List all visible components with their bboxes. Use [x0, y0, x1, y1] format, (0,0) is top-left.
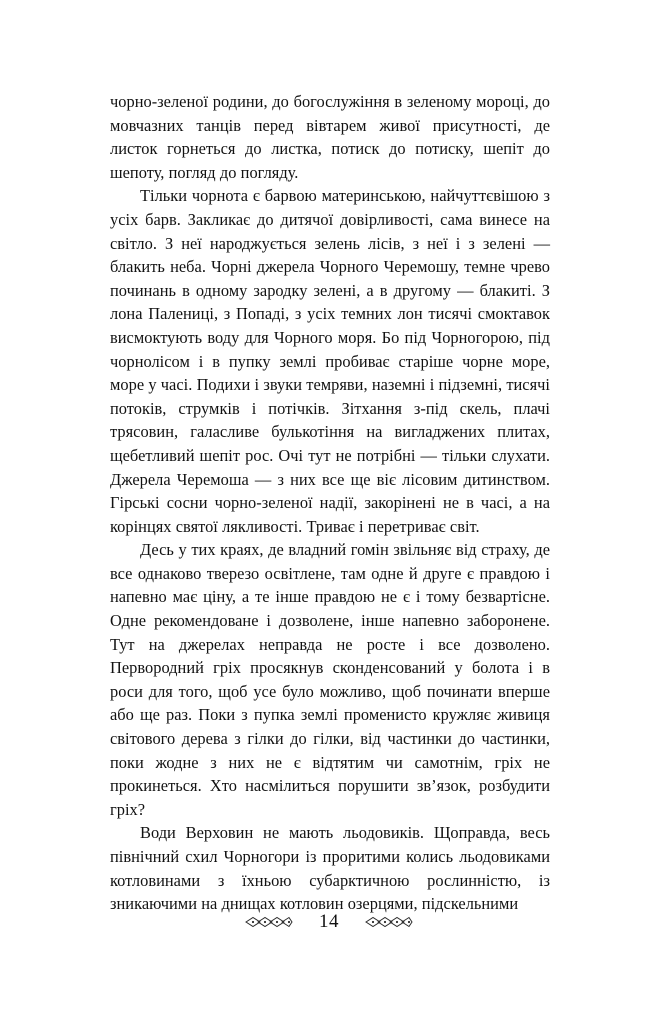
paragraph-2: Тільки чорнота є барвою материнською, найчуттєвішою з усіх барв. Закликає до дитячої довірливості, сама винесе на світло. З неї народжується зелень лісів, з неї і з зелені — блакить неба. Чорні джерела Чорного Черемошу, темне чрево починань в одному зародку зелені, а в другому — блакиті. З лона Палениці, з Попаді, з усіх темних лон тисячі смоктавок висмоктують воду для Чорного моря. Бо під Чорногорою, під чорнолісом і в пупку землі пробиває старіше чорне море, море у часі. Подихи і звуки темряви, наземні і підземні, тисячі потоків, струмків і потічків. Зітхання з-під скель, плачі трясовин, галасливе булькотіння на вигладжених плитах, щебетливий шепіт рос. Очі тут не потрібні — тільки слухати. Джерела Черемоша — з них все ще віє лісовим дитинством. Гірські сосни чорно-зеленої надії, закорінені не в часі, а на корінцях святої лякливості. Триває і перетриває світ. — [110, 186, 550, 536]
paragraph-4: Води Верховин не мають льодовиків. Щоправда, весь північний схил Чорногори із проритими колись льодовиками котловинами з їхньою субарктичною рослинністю, із зникаючими на днищах котловин озерцями, підскельними — [110, 823, 550, 914]
page-number: 14 — [319, 911, 339, 932]
paragraph-1: чорно-зеленої родини, до богослужіння в зеленому мороці, до мовчазних танців перед вівтарем живої присутності, де листок горнеться до листка, потиск до потиску, шепіт до шепоту, погляд до погляду. — [110, 92, 550, 182]
diamond-chain-ornament-right — [365, 916, 413, 928]
paragraph-3: Десь у тих краях, де владний гомін звільняє від страху, де все однаково тверезо освітлене, там одне й друге є правдою і напевно має ціну, а те інше правдою не є і тому безвартісне. Одне рекомендоване і дозволене, інше напевно заборонене. Тут на джерелах неправда не росте і все дозволено. Первородний гріх просякнув сконденсований у болота і в роси для того, щоб усе було можливо, щоб починати вперше або ще раз. Поки з пупка землі променисто кружляє живиця світового дерева з гілки до гілки, від частинки до частинки, поки жодне з них не є відтятим чи самотнім, гріх не прокинеться. Хто насмілиться порушити зв’язок, розбудити гріх? — [110, 540, 550, 819]
page-text-block — [110, 90, 550, 916]
diamond-chain-ornament-left — [245, 916, 293, 928]
page-footer — [0, 912, 658, 931]
